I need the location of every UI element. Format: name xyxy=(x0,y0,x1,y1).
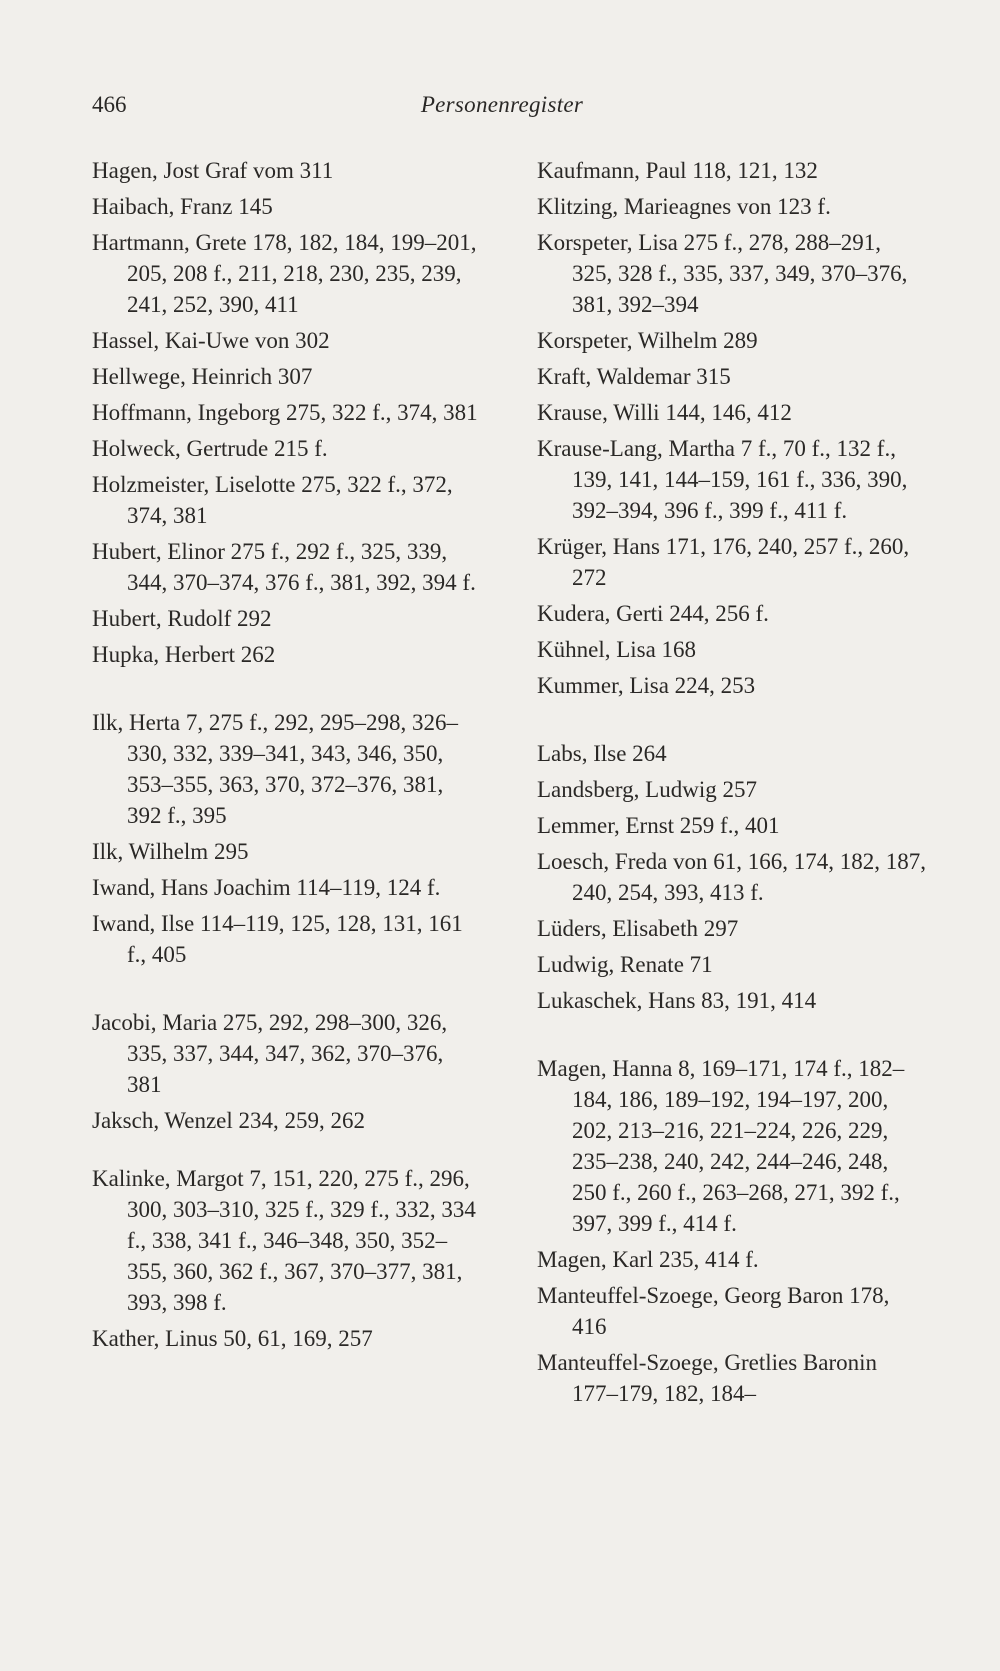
index-entry: Hellwege, Heinrich 307 xyxy=(92,364,313,389)
index-entry: Korspeter, Wilhelm 289 xyxy=(537,328,758,353)
index-entry: Iwand, Hans Joachim 114–119, 124 f. xyxy=(92,875,441,900)
index-entry: Korspeter, Lisa 275 f., 278, 288–291, 325, 328 f., 335, 337, 349, 370–376, 381, 392–394 xyxy=(537,230,908,317)
index-entry: Magen, Hanna 8, 169–171, 174 f., 182–184, 186, 189–192, 194–197, 200, 202, 213–216, 221–224, 226, 229, 235–238, 240, 242, 244–246, 248, 250 f., 260 f., 263–268, 271, 392 f., 397, 399 f., 414 f. xyxy=(537,1056,905,1236)
index-entry: Klitzing, Marieagnes von 123 f. xyxy=(537,194,831,219)
page-number: 466 xyxy=(92,92,127,117)
index-entry: Manteuffel-Szoege, Gretlies Baronin 177–179, 182, 184– xyxy=(537,1350,877,1406)
index-entry: Krause-Lang, Martha 7 f., 70 f., 132 f., 139, 141, 144–159, 161 f., 336, 390, 392–394, 396 f., 399 f., 411 f. xyxy=(537,436,908,523)
page-header xyxy=(92,92,912,132)
index-entry: Hassel, Kai-Uwe von 302 xyxy=(92,328,330,353)
index-entry: Krause, Willi 144, 146, 412 xyxy=(537,400,792,425)
index-entry: Manteuffel-Szoege, Georg Baron 178, 416 xyxy=(537,1283,890,1339)
index-entry: Lemmer, Ernst 259 f., 401 xyxy=(537,813,780,838)
index-entry: Kraft, Waldemar 315 xyxy=(537,364,731,389)
index-entry: Ludwig, Renate 71 xyxy=(537,952,713,977)
index-entry: Hubert, Rudolf 292 xyxy=(92,606,272,631)
index-entry: Hupka, Herbert 262 xyxy=(92,642,276,667)
index-entry: Lukaschek, Hans 83, 191, 414 xyxy=(537,988,817,1013)
index-entry: Kaufmann, Paul 118, 121, 132 xyxy=(537,158,818,183)
index-entry: Hubert, Elinor 275 f., 292 f., 325, 339, 344, 370–374, 376 f., 381, 392, 394 f. xyxy=(92,539,476,595)
index-entry: Ilk, Herta 7, 275 f., 292, 295–298, 326–330, 332, 339–341, 343, 346, 350, 353–355, 363, 370, 372–376, 381, 392 f., 395 xyxy=(92,710,459,828)
index-entry: Landsberg, Ludwig 257 xyxy=(537,777,757,802)
index-entry: Loesch, Freda von 61, 166, 174, 182, 187, 240, 254, 393, 413 f. xyxy=(537,849,927,905)
index-entry: Lüders, Elisabeth 297 xyxy=(537,916,739,941)
letter-group-gap xyxy=(92,1141,482,1163)
index-entry: Ilk, Wilhelm 295 xyxy=(92,839,249,864)
letter-group-gap xyxy=(92,975,482,1007)
index-entry: Holweck, Gertrude 215 f. xyxy=(92,436,328,461)
index-column-right xyxy=(537,155,927,1414)
index-entry: Kühnel, Lisa 168 xyxy=(537,637,697,662)
index-entry: Jaksch, Wenzel 234, 259, 262 xyxy=(92,1108,366,1133)
index-entry: Kudera, Gerti 244, 256 f. xyxy=(537,601,769,626)
index-entry: Krüger, Hans 171, 176, 240, 257 f., 260, 272 xyxy=(537,534,910,590)
index-entry: Hartmann, Grete 178, 182, 184, 199–201, 205, 208 f., 211, 218, 230, 235, 239, 241, 252, 390, 411 xyxy=(92,230,477,317)
letter-group-gap xyxy=(537,1021,927,1053)
index-column-left xyxy=(92,155,482,1359)
letter-group-gap xyxy=(537,706,927,738)
index-entry: Holzmeister, Liselotte 275, 322 f., 372, 374, 381 xyxy=(92,472,453,528)
index-entry: Iwand, Ilse 114–119, 125, 128, 131, 161 f., 405 xyxy=(92,911,463,967)
index-entry: Hagen, Jost Graf vom 311 xyxy=(92,158,334,183)
index-entry: Kather, Linus 50, 61, 169, 257 xyxy=(92,1326,373,1351)
index-entry: Labs, Ilse 264 xyxy=(537,741,667,766)
index-entry: Hoffmann, Ingeborg 275, 322 f., 374, 381 xyxy=(92,400,478,425)
letter-group-gap xyxy=(92,675,482,707)
index-entry: Magen, Karl 235, 414 f. xyxy=(537,1247,759,1272)
running-title: Personenregister xyxy=(420,92,584,117)
index-entry: Jacobi, Maria 275, 292, 298–300, 326, 335, 337, 344, 347, 362, 370–376, 381 xyxy=(92,1010,448,1097)
index-entry: Kummer, Lisa 224, 253 xyxy=(537,673,756,698)
index-entry: Kalinke, Margot 7, 151, 220, 275 f., 296, 300, 303–310, 325 f., 329 f., 332, 334 f., 338, 341 f., 346–348, 350, 352–355, 360, 362 f., 367, 370–377, 381, 393, 398 f. xyxy=(92,1166,476,1315)
index-entry: Haibach, Franz 145 xyxy=(92,194,273,219)
